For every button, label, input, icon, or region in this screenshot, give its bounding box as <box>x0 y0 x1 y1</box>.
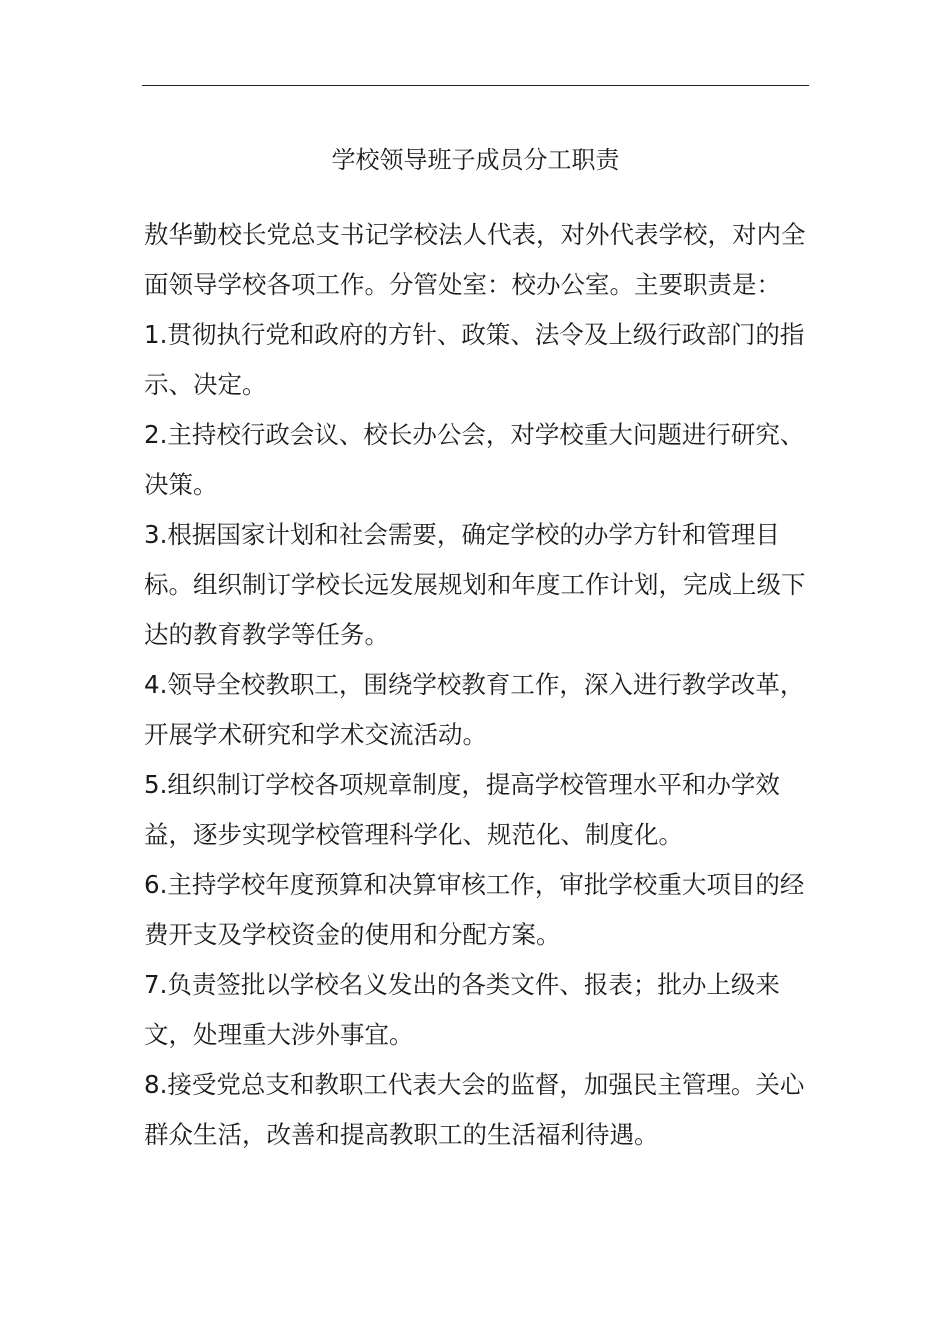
document-body <box>144 210 806 1160</box>
duty-item-2: 2.主持校行政会议、校长办公会，对学校重大问题进行研究、决策。 <box>144 420 805 499</box>
intro-paragraph: 敖华勤校长党总支书记学校法人代表，对外代表学校，对内全面领导学校各项工作。分管处室：校办公室。主要职责是： <box>144 220 806 299</box>
duty-item-8: 8.接受党总支和教职工代表大会的监督，加强民主管理。关心群众生活，改善和提高教职工的生活福利待遇。 <box>144 1070 805 1149</box>
duty-item-6: 6.主持学校年度预算和决算审核工作，审批学校重大项目的经费开支及学校资金的使用和分配方案。 <box>144 870 805 949</box>
duty-item-7: 7.负责签批以学校名义发出的各类文件、报表；批办上级来文，处理重大涉外事宜。 <box>144 970 780 1049</box>
duty-item-3: 3.根据国家计划和社会需要，确定学校的办学方针和管理目标。组织制订学校长远发展规划和年度工作计划，完成上级下达的教育教学等任务。 <box>144 520 806 649</box>
duty-item-5: 5.组织制订学校各项规章制度，提高学校管理水平和办学效益，逐步实现学校管理科学化、规范化、制度化。 <box>144 770 780 849</box>
header-rule <box>142 85 809 86</box>
document-title: 学校领导班子成员分工职责 <box>331 146 620 174</box>
duty-item-4: 4.领导全校教职工，围绕学校教育工作，深入进行教学改革，开展学术研究和学术交流活动。 <box>144 670 805 749</box>
duty-item-1: 1.贯彻执行党和政府的方针、政策、法令及上级行政部门的指示、决定。 <box>144 320 805 399</box>
